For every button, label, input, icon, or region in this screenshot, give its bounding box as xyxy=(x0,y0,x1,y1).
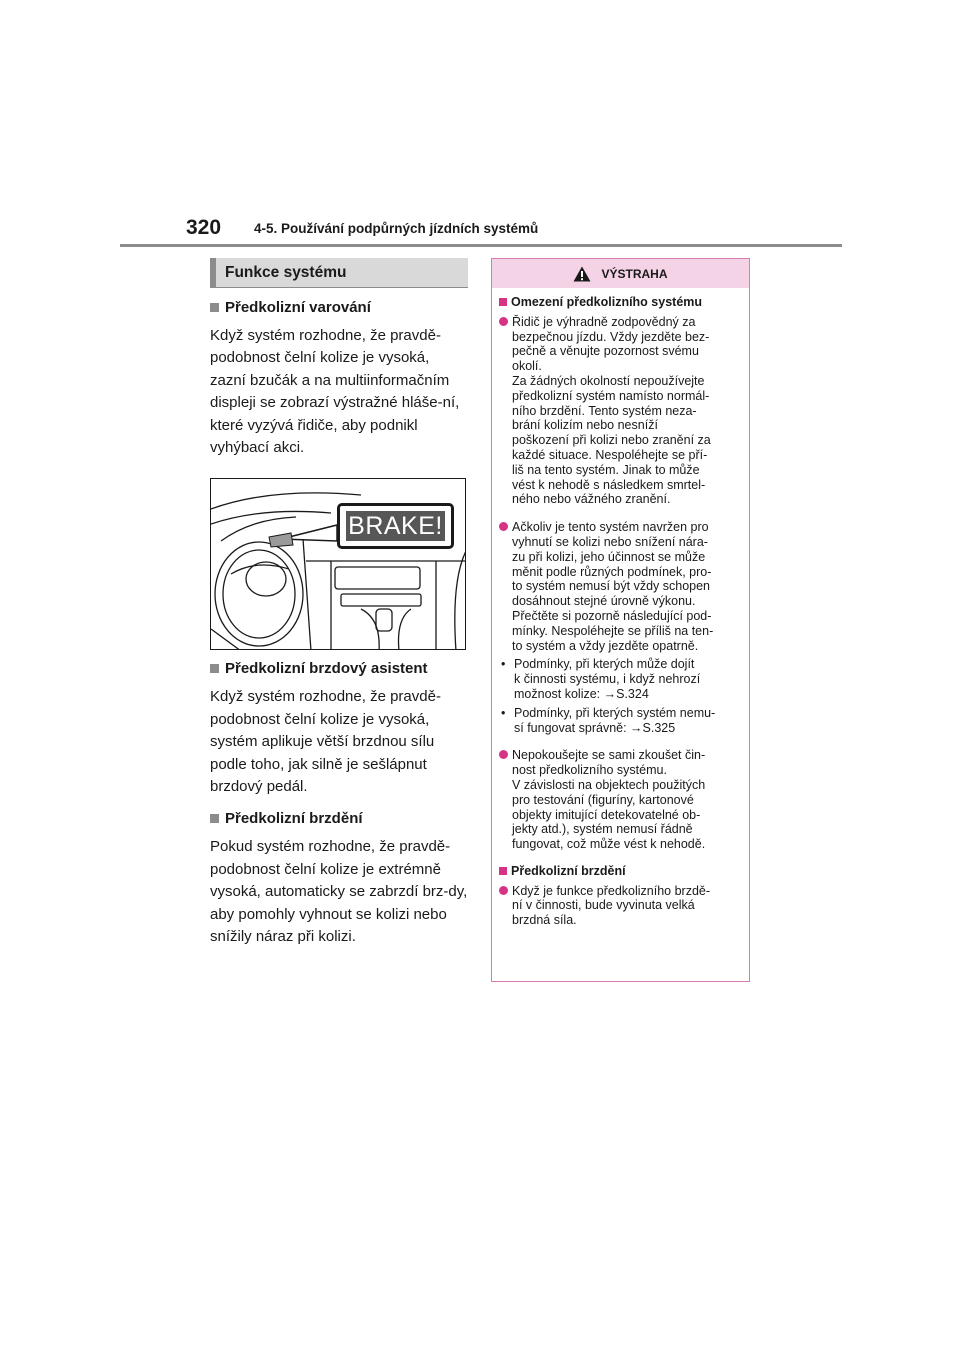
warning-triangle-icon xyxy=(573,266,591,282)
round-bullet-icon xyxy=(499,750,508,759)
paragraph-brake-assist: Když systém rozhodne, že pravdě-podobnost čelní kolize je vysoká, systém aplikuje větší brzdnou sílu podle toho, jak silně je sešlápnut brzdový pedál. xyxy=(210,688,441,796)
warning-subheading-limits xyxy=(499,295,741,310)
warning-bullet-text: Podmínky, při kterých systém nemu- sí fungovat správně: →S.325 xyxy=(514,705,716,735)
square-bullet-icon xyxy=(210,814,219,823)
square-bullet-icon xyxy=(499,298,507,306)
warning-item-text: Nepokoušejte se sami zkoušet čin- nost předkolizního systému. V závislosti na objektech použitých pro testování (figuríny, kartonové objekty imitující detekovatelné ob- jekty atd.), systém nemusí řádně fungovat, což může vést k nehodě. xyxy=(512,748,706,852)
subheading-text: Předkolizní varování xyxy=(225,299,371,316)
section-heading: Funkce systému xyxy=(210,258,468,288)
subheading-pre-collision-warning xyxy=(210,299,468,316)
warning-subheading-text: Předkolizní brzdění xyxy=(511,863,626,878)
warning-subheading-text: Omezení předkolizního systému xyxy=(511,295,703,309)
warning-item-text: Ačkoliv je tento systém navržen pro vyhnutí se kolizi nebo snížení nára- zu při kolizi, jeho účinnost se může měnit podle různých podmínek, pro- to systém nemusí být vždy schopen dosáhnout stejné úrovně výkonu. Přečtěte si pozorně následující pod- mínky. Nespoléhejte se příliš na ten- to systém a vždy jezděte opatrně. xyxy=(512,520,714,653)
brake-display-panel xyxy=(337,503,454,549)
paragraph-warning: Když systém rozhodne, že pravdě-podobnost čelní kolize je vysoká, zazní bzučák a na multiinformačním displeji se zobrazí výstražné hláše-ní, které vyzývá řidiče, aby podnikl vyhýbací akci. xyxy=(210,327,460,457)
subheading-text: Předkolizní brzdový asistent xyxy=(225,660,428,678)
warning-bullet: • Podmínky, při kterých může dojít k činnosti systému, i když nehrozí možnost kolize: →S.324 xyxy=(501,657,701,701)
warning-item-text: Když je funkce předkolizního brzdě- ní v činnosti, bude vyvinuta velká brzdná síla. xyxy=(512,883,711,928)
paragraph-braking: Pokud systém rozhodne, že pravdě-podobnost čelní kolize je extrémně vysoká, automaticky se zabrzdí brz-dy, aby pomohly vyhnout se kolizi nebo snížily náraz při kolizi. xyxy=(210,838,468,946)
warning-item xyxy=(499,748,741,852)
square-bullet-icon xyxy=(210,303,219,312)
warning-item-text: Řidič je výhradně zodpovědný za bezpečnou jízdu. Vždy jezděte bez- pečně a věnujte pozornost svému okolí. Za žádných okolností nepoužívejte předkolizní systém namísto normál- ního brzdění. Tento systém neza- brání kolizím nebo nesníží poškození při kolizi nebo zranění za každé situace. Nespoléhejte se pří- liš na tento systém. Jinak to může vést k nehodě s následkem smrtel- ného nebo vážného zranění. xyxy=(512,314,711,507)
round-bullet-icon xyxy=(499,522,508,531)
brake-warning-text: BRAKE! xyxy=(346,511,445,541)
warning-title: VÝSTRAHA xyxy=(601,266,668,281)
warning-item xyxy=(499,520,741,653)
warning-bullet: • Podmínky, při kterých systém nemu- sí fungovat správně: →S.325 xyxy=(501,705,716,735)
square-bullet-icon xyxy=(499,867,507,875)
warning-item xyxy=(499,315,741,507)
dashboard-illustration xyxy=(210,478,466,650)
chapter-title: 4-5. Používání podpůrných jízdních systémů xyxy=(254,221,539,236)
page-number: 320 xyxy=(186,216,222,239)
warning-header xyxy=(492,259,749,288)
square-bullet-icon xyxy=(210,664,219,673)
subheading-text: Předkolizní brzdění xyxy=(225,810,363,828)
round-bullet-icon xyxy=(499,886,508,895)
warning-box xyxy=(491,258,750,982)
left-column xyxy=(210,258,468,949)
round-bullet-icon xyxy=(499,317,508,326)
header-divider xyxy=(120,244,842,247)
subheading-pre-collision-braking xyxy=(210,810,468,827)
warning-body xyxy=(492,288,749,928)
warning-item xyxy=(499,884,741,928)
warning-subheading-braking xyxy=(499,864,741,879)
warning-bullet-text: Podmínky, při kterých může dojít k činnosti systému, i když nehrozí možnost kolize: →S.324 xyxy=(514,657,701,701)
subheading-brake-assist xyxy=(210,660,468,677)
